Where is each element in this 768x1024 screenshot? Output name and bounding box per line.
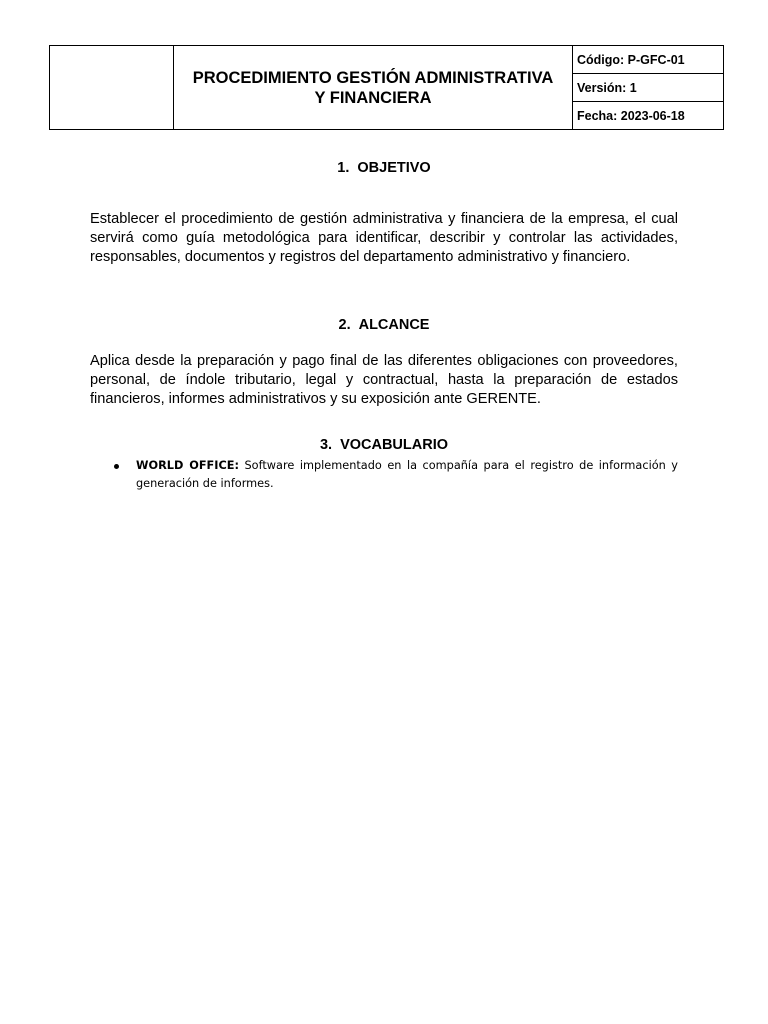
logo-cell	[50, 46, 174, 130]
objetivo-paragraph: Establecer el procedimiento de gestión administrativa y financiera de la empresa, el cual servirá como guía metodológica para identificar, describir y controlar las actividades, responsables, documentos y registros del departamento administrativo y financiero.	[90, 211, 678, 265]
document-title	[174, 46, 573, 130]
section-number: 3.	[319, 437, 333, 453]
section-number: 2.	[338, 317, 351, 333]
document-title-line1: PROCEDIMIENTO GESTIÓN ADMINISTRATIVA	[192, 68, 554, 87]
vocabulary-list	[90, 457, 678, 493]
section-heading-vocabulario	[0, 437, 768, 453]
vocabulary-definition: Software implementado en la compañía para el registro de información y generación de informes.	[136, 459, 678, 490]
codigo-cell: Código: P-GFC-01	[573, 46, 724, 74]
version-cell: Versión: 1	[573, 74, 724, 102]
bullet-icon	[114, 464, 119, 469]
fecha-cell: Fecha: 2023-06-18	[573, 102, 724, 130]
document-title-line2: Y FINANCIERA	[314, 88, 432, 107]
section-title: OBJETIVO	[357, 160, 431, 176]
vocabulary-term: WORLD OFFICE:	[136, 459, 239, 472]
section-number: 1.	[337, 160, 350, 176]
section-heading-objetivo	[0, 160, 768, 176]
document-header-table	[49, 45, 724, 130]
alcance-paragraph: Aplica desde la preparación y pago final de las diferentes obligaciones con proveedores, personal, de índole tributario, legal y contractual, hasta la preparación de estados financieros, informes administrativos y su exposición ante GERENTE.	[90, 353, 678, 407]
section-title: ALCANCE	[358, 317, 430, 333]
section-title: VOCABULARIO	[340, 437, 449, 453]
list-item	[90, 457, 678, 493]
section-heading-alcance	[0, 317, 768, 333]
